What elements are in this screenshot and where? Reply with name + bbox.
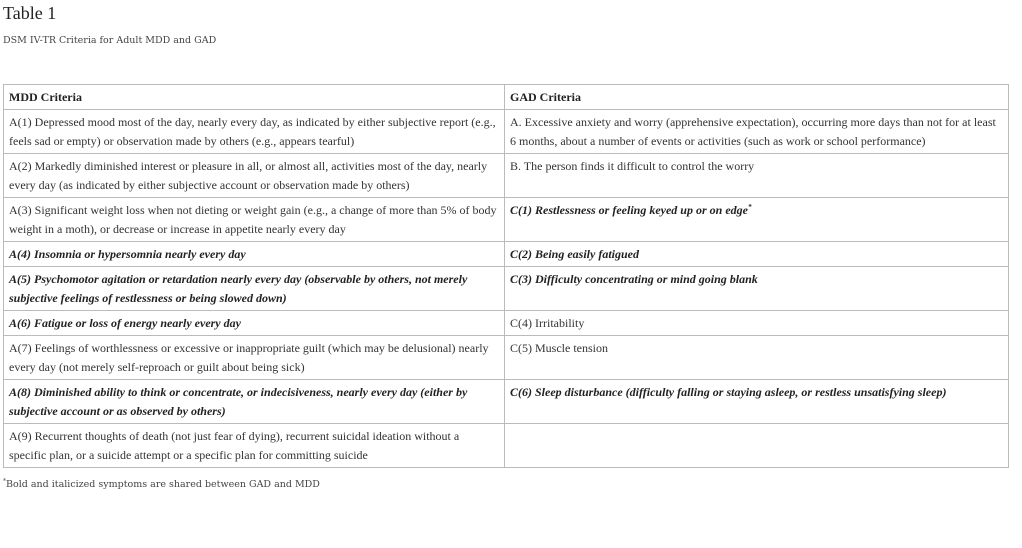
gad-criterion-cell [505,154,1009,198]
mdd-criterion-cell [4,424,505,468]
mdd-criterion-text: A(2) Markedly diminished interest or pleasure in all, or almost all, activities most of the day, nearly every day (as indicated by either subjective account or observation made by others) [9,159,488,192]
gad-criterion-cell [505,424,1009,468]
gad-criterion-text: C(3) Difficulty concentrating or mind going blank [510,272,758,286]
table-row [4,198,1009,242]
table-title: Table 1 [3,3,57,23]
footnote-text: Bold and italicized symptoms are shared between GAD and MDD [6,479,320,490]
gad-criterion-cell [505,110,1009,154]
mdd-criterion-cell [4,336,505,380]
table-header-row [4,85,1009,110]
footnote-marker: * [3,477,6,485]
gad-criterion-cell [505,380,1009,424]
gad-criterion-text: B. The person finds it difficult to control the worry [510,159,755,173]
mdd-criterion-text: A(3) Significant weight loss when not dieting or weight gain (e.g., a change of more than 5% of body weight in a moth), or decrease or increase in appetite nearly every day [9,203,497,236]
gad-criterion-cell [505,311,1009,336]
gad-criterion-text: C(1) Restlessness or feeling keyed up or on edge [510,203,748,217]
table-row [4,424,1009,468]
table-caption: DSM IV-TR Criteria for Adult MDD and GAD [3,35,217,46]
gad-criterion-cell [505,336,1009,380]
mdd-criterion-cell [4,110,505,154]
table-row [4,311,1009,336]
mdd-criterion-text: A(7) Feelings of worthlessness or excessive or inappropriate guilt (which may be delusional) nearly every day (not merely self-reproach or guilt about being sick) [9,341,489,374]
mdd-criterion-cell [4,154,505,198]
criteria-table [3,84,1009,468]
mdd-criterion-text: A(8) Diminished ability to think or concentrate, or indecisiveness, nearly every day (either by subjective account or as observed by others) [9,385,468,418]
gad-criterion-text: C(6) Sleep disturbance (difficulty falling or staying asleep, or restless unsatisfying sleep) [510,385,947,399]
footnote [3,478,1009,492]
mdd-criterion-cell [4,311,505,336]
mdd-criterion-cell [4,242,505,267]
footnote-marker: * [747,203,752,211]
table-row [4,110,1009,154]
gad-criterion-cell [505,198,1009,242]
gad-criterion-text: A. Excessive anxiety and worry (apprehensive expectation), occurring more days than not for at least 6 months, about a number of events or activities (such as work or school performance) [510,115,996,148]
table-row [4,336,1009,380]
gad-criterion-cell [505,242,1009,267]
gad-criterion-cell [505,267,1009,311]
table-row [4,267,1009,311]
mdd-criterion-cell [4,380,505,424]
mdd-criterion-text: A(6) Fatigue or loss of energy nearly every day [9,316,241,330]
table-row [4,154,1009,198]
mdd-criterion-text: A(1) Depressed mood most of the day, nearly every day, as indicated by either subjective report (e.g., feels sad or empty) or observation made by others (e.g., appears tearful) [9,115,496,148]
gad-criterion-text: C(5) Muscle tension [510,341,608,355]
mdd-criterion-cell [4,198,505,242]
mdd-criterion-text: A(9) Recurrent thoughts of death (not just fear of dying), recurrent suicidal ideation without a specific plan, or a suicide attempt or a specific plan for committing suicide [9,429,460,462]
mdd-criterion-text: A(5) Psychomotor agitation or retardation nearly every day (observable by others, not merely subjective feelings of restlessness or being slowed down) [9,272,468,305]
table-row [4,380,1009,424]
mdd-criterion-text: A(4) Insomnia or hypersomnia nearly every day [9,247,246,261]
gad-criterion-text: C(4) Irritability [510,316,585,330]
table-row [4,242,1009,267]
header-gad: GAD Criteria [505,85,1009,110]
gad-criterion-text: C(2) Being easily fatigued [510,247,639,261]
header-mdd: MDD Criteria [4,85,505,110]
mdd-criterion-cell [4,267,505,311]
